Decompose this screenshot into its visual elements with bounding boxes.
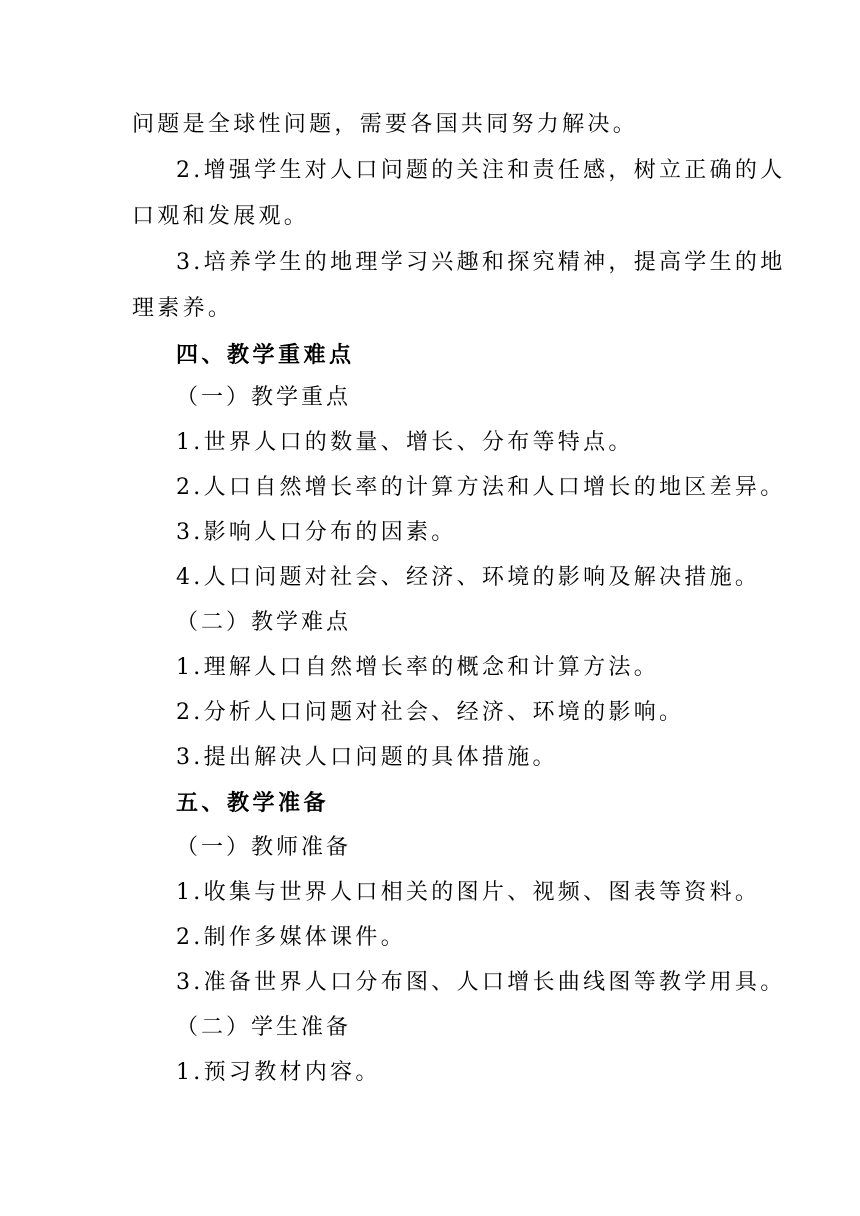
objective-item-2: 2.增强学生对人口问题的关注和责任感，树立正确的人	[176, 158, 786, 183]
objective-item-3: 3.培养学生的地理学习兴趣和探究精神，提高学生的地	[176, 250, 786, 275]
key-point-item-1: 1.世界人口的数量、增长、分布等特点。	[176, 430, 634, 455]
key-point-item-4: 4.人口问题对社会、经济、环境的影响及解决措施。	[176, 565, 761, 590]
teacher-prep-item-3: 3.准备世界人口分布图、人口增长曲线图等教学用具。	[176, 970, 786, 995]
objective-item-3-continuation: 理素养。	[132, 296, 234, 321]
teacher-prep-item-1: 1.收集与世界人口相关的图片、视频、图表等资料。	[176, 880, 761, 905]
teacher-prep-item-2: 2.制作多媒体课件。	[176, 925, 406, 950]
subheading-difficulties: （二）教学难点	[176, 610, 352, 635]
key-point-item-2: 2.人口自然增长率的计算方法和人口增长的地区差异。	[176, 475, 786, 500]
section-heading-key-difficulties: 四、教学重难点	[176, 342, 355, 368]
difficulty-item-3: 3.提出解决人口问题的具体措施。	[176, 745, 558, 770]
subheading-key-points: （一）教学重点	[176, 385, 352, 410]
student-prep-item-1: 1.预习教材内容。	[176, 1060, 381, 1085]
section-heading-preparation: 五、教学准备	[176, 790, 330, 816]
objective-item-2-continuation: 口观和发展观。	[132, 204, 310, 229]
subheading-student-preparation: （二）学生准备	[176, 1015, 352, 1040]
difficulty-item-2: 2.分析人口问题对社会、经济、环境的影响。	[176, 700, 685, 725]
difficulty-item-1: 1.理解人口自然增长率的概念和计算方法。	[176, 655, 659, 680]
key-point-item-3: 3.影响人口分布的因素。	[176, 520, 457, 545]
subheading-teacher-preparation: （一）教师准备	[176, 835, 352, 860]
paragraph-line-continuation: 问题是全球性问题，需要各国共同努力解决。	[132, 112, 639, 137]
